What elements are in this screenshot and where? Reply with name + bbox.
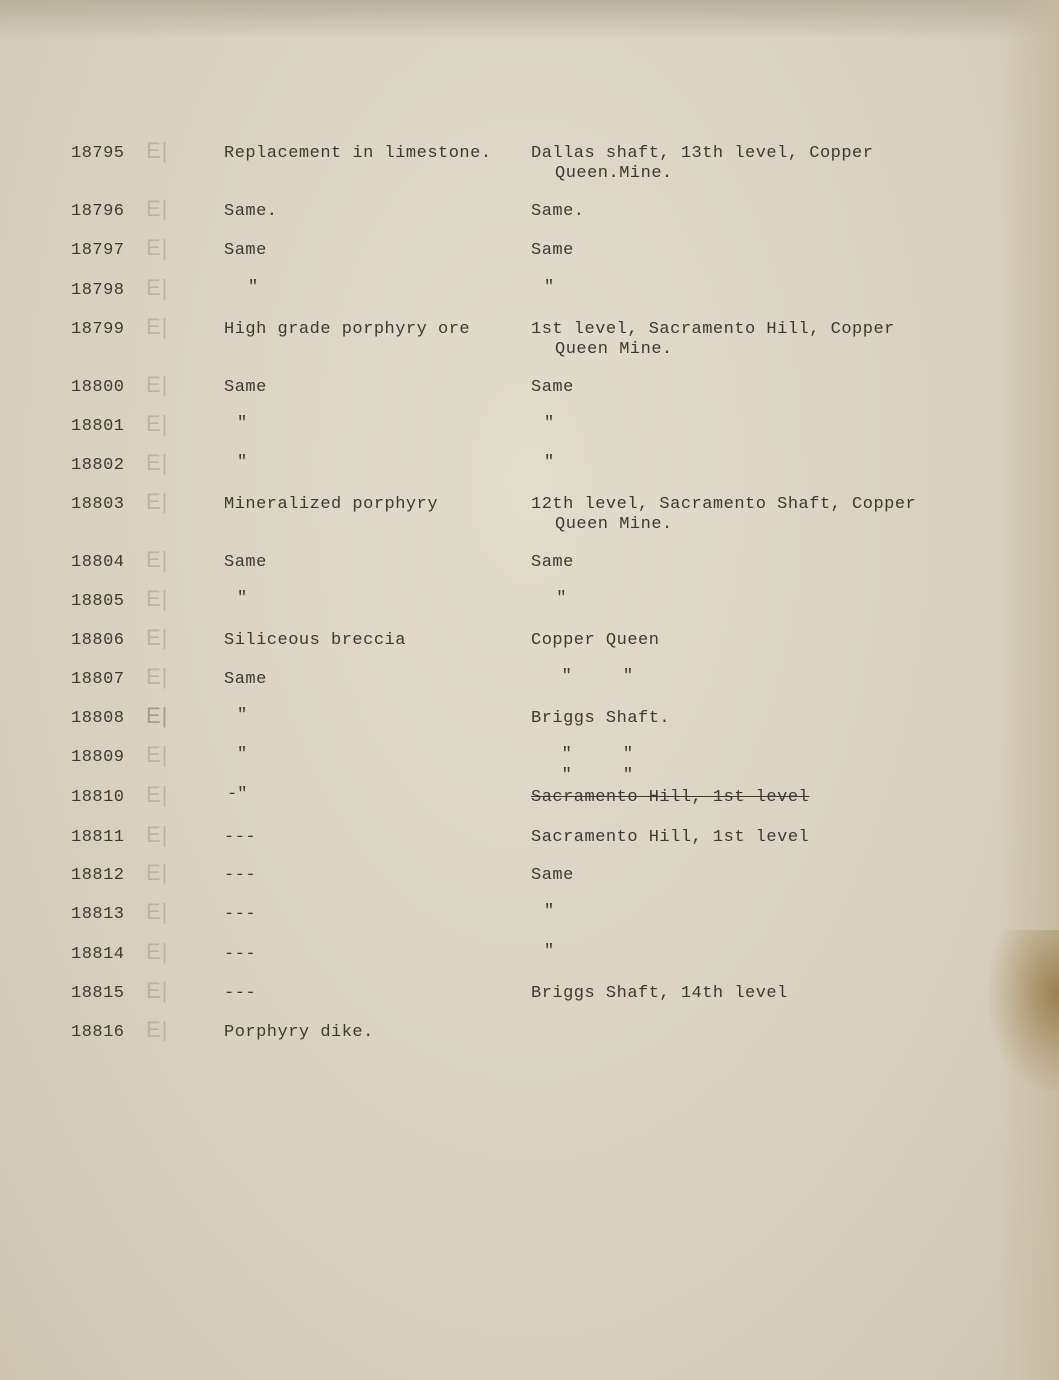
specimen-number: 18799 (71, 320, 125, 339)
specimen-description: Siliceous breccia (224, 631, 406, 650)
specimen-location: Same (531, 378, 574, 397)
location-line-2: Queen Mine. (555, 340, 673, 359)
specimen-description: Same. (224, 202, 278, 221)
specimen-number: 18815 (71, 984, 125, 1003)
ditto-mark: " (544, 453, 555, 472)
specimen-number: 18813 (71, 905, 125, 924)
ditto-mark: " (237, 589, 248, 608)
specimen-location: Same (531, 241, 574, 260)
ditto-mark: " (544, 414, 555, 433)
handwritten-mark: E| (146, 782, 169, 807)
specimen-number: 18809 (71, 748, 125, 767)
specimen-number: 18805 (71, 592, 125, 611)
ditto-mark: " (546, 589, 567, 608)
ditto-mark: " (544, 902, 555, 921)
handwritten-mark: E| (146, 586, 169, 611)
specimen-location: Briggs Shaft. (531, 709, 671, 728)
specimen-number: 18812 (71, 866, 125, 885)
specimen-description: Same (224, 553, 267, 572)
specimen-location: Same. (531, 202, 585, 221)
specimen-number: 18796 (71, 202, 125, 221)
handwritten-mark: E| (146, 275, 169, 300)
specimen-location: Same (531, 866, 574, 885)
specimen-number: 18814 (71, 945, 125, 964)
handwritten-mark: E| (146, 625, 169, 650)
handwritten-mark: E| (146, 860, 169, 885)
specimen-number: 18801 (71, 417, 125, 436)
specimen-number: 18808 (71, 709, 125, 728)
specimen-description: Same (224, 670, 267, 689)
specimen-number: 18795 (71, 144, 125, 163)
specimen-description: --- (224, 828, 257, 847)
handwritten-mark: E| (146, 703, 169, 728)
specimen-number: 18804 (71, 553, 125, 572)
ditto-mark: " (237, 453, 248, 472)
location-line-2: Queen.Mine. (555, 164, 673, 183)
ditto-mark: " " (531, 745, 634, 764)
specimen-number: 18797 (71, 241, 125, 260)
handwritten-mark: E| (146, 196, 169, 221)
specimen-number: 18803 (71, 495, 125, 514)
specimen-number: 18816 (71, 1023, 125, 1042)
handwritten-mark: E| (146, 742, 169, 767)
specimen-location (531, 320, 895, 360)
specimen-description: --- (224, 945, 257, 964)
handwritten-mark: E| (146, 939, 169, 964)
ditto-mark: " (237, 745, 248, 764)
specimen-location (531, 495, 916, 535)
location-line-1: 1st level, Sacramento Hill, Copper (531, 320, 895, 339)
specimen-location (531, 144, 873, 184)
location-line-1: Dallas shaft, 13th level, Copper (531, 144, 874, 163)
specimen-location: Briggs Shaft, 14th level (531, 984, 788, 1003)
ditto-mark: " (237, 414, 248, 433)
handwritten-mark: E| (146, 978, 169, 1003)
specimen-location: Copper Queen (531, 631, 660, 650)
ditto-mark: " (544, 278, 555, 297)
location-line-1: 12th level, Sacramento Shaft, Copper (531, 495, 917, 514)
specimen-number: 18807 (71, 670, 125, 689)
handwritten-mark: E| (146, 547, 169, 572)
handwritten-mark: E| (146, 235, 169, 260)
handwritten-mark: E| (146, 1017, 169, 1042)
ditto-mark: " (544, 942, 555, 961)
ditto-mark: " (248, 278, 259, 297)
specimen-number: 18811 (71, 828, 125, 847)
specimen-description: --- (224, 905, 257, 924)
specimen-description: Same (224, 378, 267, 397)
specimen-number: 18802 (71, 456, 125, 475)
handwritten-mark: E| (146, 450, 169, 475)
ditto-mark: " " (531, 766, 634, 785)
location-line-2: Queen Mine. (555, 515, 673, 534)
specimen-description: --- (224, 866, 257, 885)
handwritten-mark: E| (146, 314, 169, 339)
specimen-location: Same (531, 553, 574, 572)
struck-out-location: Sacramento Hill, 1st level (531, 788, 810, 807)
ditto-mark: -" (227, 785, 248, 804)
specimen-number: 18798 (71, 281, 125, 300)
specimen-description: --- (224, 984, 257, 1003)
handwritten-mark: E| (146, 899, 169, 924)
handwritten-mark: E| (146, 822, 169, 847)
handwritten-mark: E| (146, 138, 169, 163)
handwritten-mark: E| (146, 372, 169, 397)
handwritten-mark: E| (146, 411, 169, 436)
handwritten-mark: E| (146, 489, 169, 514)
specimen-description: Replacement in limestone. (224, 144, 492, 163)
handwritten-mark: E| (146, 664, 169, 689)
specimen-number: 18800 (71, 378, 125, 397)
specimen-description: Porphyry dike. (224, 1023, 374, 1042)
specimen-number: 18806 (71, 631, 125, 650)
specimen-description: Same (224, 241, 267, 260)
specimen-location: Sacramento Hill, 1st level (531, 828, 810, 847)
ditto-mark: " " (531, 667, 634, 686)
ditto-mark: " (237, 706, 248, 725)
specimen-description: Mineralized porphyry (224, 495, 439, 514)
specimen-number: 18810 (71, 788, 125, 807)
specimen-description: High grade porphyry ore (224, 320, 471, 339)
